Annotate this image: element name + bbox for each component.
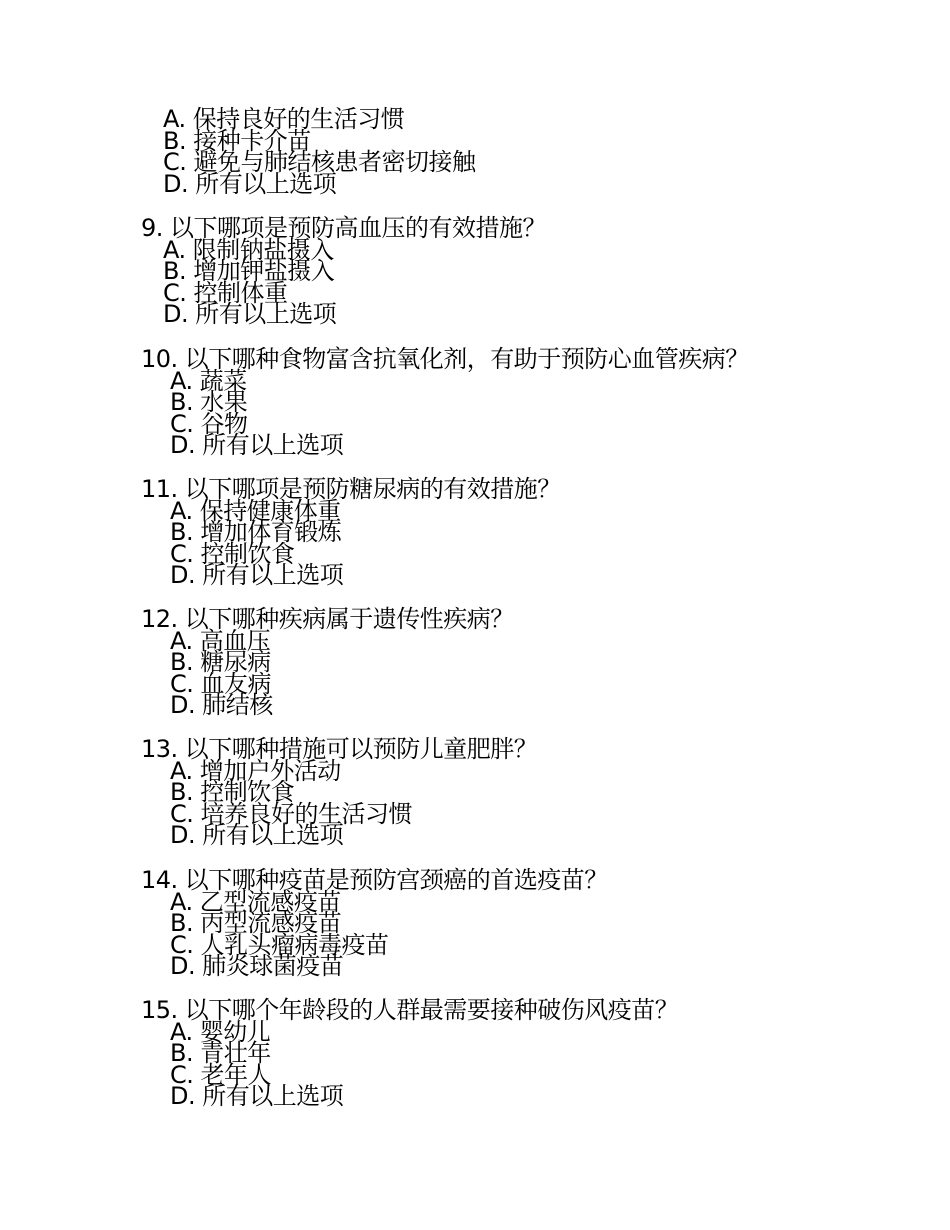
option-d: D. 所有以上选项 — [170, 1082, 344, 1110]
option-a: A. 蔬菜 — [170, 366, 247, 395]
option-b: B. 控制饮食 — [170, 778, 295, 806]
question-text: 12. 以下哪种疾病属于遗传性疾病？ — [141, 605, 514, 633]
option-c: C. 控制饮食 — [170, 539, 295, 568]
question-text: 15. 以下哪个年龄段的人群最需要接种破伤风疫苗？ — [141, 996, 679, 1024]
question-block-continued — [141, 105, 901, 198]
question-block-12 — [141, 605, 901, 719]
question-text: 13. 以下哪种措施可以预防儿童肥胖？ — [141, 735, 538, 763]
question-block-15 — [141, 996, 901, 1110]
option-d: D. 所有以上选项 — [170, 561, 344, 589]
option-b: B. 糖尿病 — [170, 648, 271, 676]
option-c: C. 老年人 — [170, 1060, 272, 1089]
question-text: 14. 以下哪种疫苗是预防宫颈癌的首选疫苗？ — [141, 866, 608, 894]
option-c: C. 避免与肺结核患者密切接触 — [163, 148, 476, 176]
option-c: C. 人乳头瘤病毒疫苗 — [170, 930, 389, 959]
option-b: B. 增加体育锻炼 — [170, 518, 342, 546]
question-block-11 — [141, 475, 901, 589]
option-a: A. 婴幼儿 — [170, 1017, 271, 1046]
option-c: C. 培养良好的生活习惯 — [170, 799, 413, 828]
question-block-14 — [141, 866, 901, 980]
option-a: A. 保持健康体重 — [170, 496, 341, 525]
option-a: A. 限制钠盐摄入 — [163, 235, 334, 264]
option-b: B. 接种卡介苗 — [163, 126, 311, 155]
option-c: C. 谷物 — [170, 409, 248, 438]
option-c: C. 控制体重 — [163, 278, 288, 307]
option-d: D. 所有以上选项 — [170, 821, 344, 849]
question-block-10 — [141, 345, 901, 459]
option-b: B. 丙型流感疫苗 — [170, 909, 342, 937]
option-d: D. 所有以上选项 — [170, 431, 344, 459]
option-b: B. 水果 — [170, 388, 248, 416]
option-c: C. 血友病 — [170, 669, 272, 698]
option-d: D. 所有以上选项 — [163, 300, 337, 328]
question-text: 10. 以下哪种食物富含抗氧化剂，有助于预防心血管疾病？ — [141, 345, 749, 373]
option-a: A. 高血压 — [170, 626, 271, 655]
option-b: B. 增加钾盐摄入 — [163, 257, 335, 285]
question-block-13 — [141, 735, 901, 849]
option-a: A. 增加户外活动 — [170, 756, 341, 785]
option-d: D. 所有以上选项 — [163, 169, 337, 198]
option-d: D. 肺结核 — [170, 691, 273, 719]
question-block-9 — [141, 214, 901, 328]
option-a: A. 保持良好的生活习惯 — [163, 105, 405, 133]
option-a: A. 乙型流感疫苗 — [170, 887, 341, 916]
option-d: D. 肺炎球菌疫苗 — [170, 952, 344, 980]
option-b: B. 青壮年 — [170, 1039, 271, 1067]
question-text: 9. 以下哪项是预防高血压的有效措施？ — [141, 214, 547, 242]
question-text: 11. 以下哪项是预防糖尿病的有效措施？ — [141, 475, 561, 503]
